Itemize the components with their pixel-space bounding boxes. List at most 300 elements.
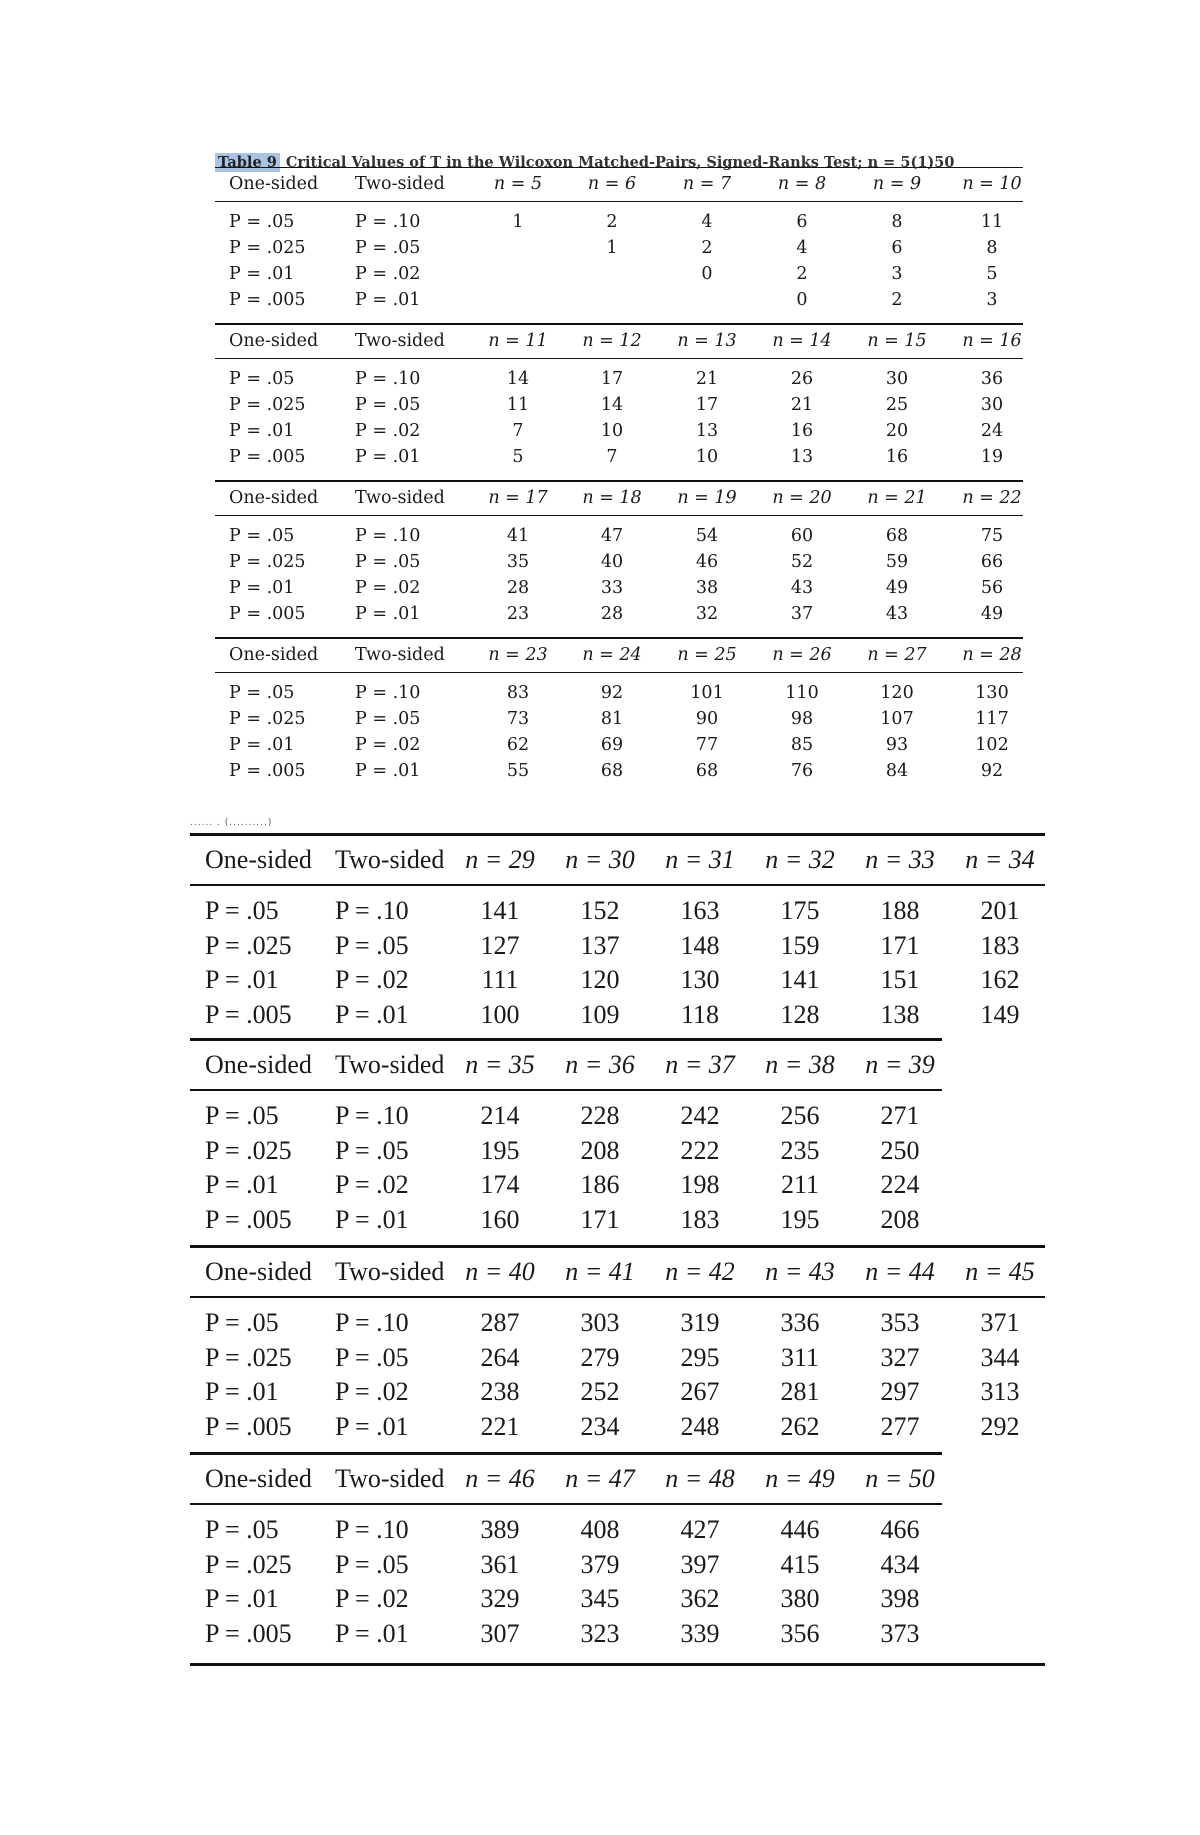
one-sided-header: One-sided bbox=[229, 331, 319, 351]
critical-value-cell: 47 bbox=[600, 526, 624, 546]
n-header: n = 50 bbox=[865, 1464, 935, 1493]
critical-value-cell: 344 bbox=[980, 1342, 1020, 1372]
n-header: n = 26 bbox=[772, 645, 832, 665]
critical-value-cell: 118 bbox=[680, 999, 720, 1029]
critical-value-cell: 5 bbox=[512, 447, 524, 467]
table-block-4 bbox=[215, 637, 1023, 785]
table-row bbox=[190, 964, 1045, 999]
block-header-row bbox=[190, 1038, 942, 1091]
critical-value-cell: 138 bbox=[880, 999, 920, 1029]
critical-value-cell: 3 bbox=[891, 264, 903, 284]
n-header: n = 44 bbox=[865, 1257, 935, 1286]
critical-value-cell: 221 bbox=[480, 1411, 520, 1441]
critical-value-cell: 159 bbox=[780, 930, 820, 960]
critical-value-cell: 120 bbox=[880, 683, 914, 703]
n-header: n = 8 bbox=[777, 174, 827, 194]
critical-value-cell: 415 bbox=[780, 1549, 820, 1579]
critical-value-cell: 26 bbox=[790, 369, 814, 389]
table-row bbox=[190, 1411, 1045, 1446]
table-row bbox=[215, 602, 1023, 628]
critical-value-cell: 14 bbox=[506, 369, 530, 389]
critical-value-cell: 211 bbox=[780, 1170, 820, 1199]
two-sided-header: Two-sided bbox=[335, 1464, 445, 1493]
critical-value-cell: 163 bbox=[680, 896, 720, 925]
table-row bbox=[190, 1376, 1045, 1411]
n-header: n = 7 bbox=[682, 174, 732, 194]
two-sided-p-label: P = .10 bbox=[355, 212, 421, 232]
two-sided-p-label: P = .01 bbox=[335, 999, 409, 1029]
two-sided-p-label: P = .01 bbox=[335, 1411, 409, 1441]
one-sided-p-label: P = .005 bbox=[205, 1618, 292, 1648]
one-sided-p-label: P = .025 bbox=[229, 238, 306, 258]
block-header-row bbox=[215, 480, 1023, 516]
critical-value-cell: 151 bbox=[880, 965, 920, 994]
two-sided-p-label: P = .02 bbox=[355, 578, 421, 598]
critical-value-cell: 183 bbox=[980, 930, 1020, 960]
one-sided-p-label: P = .05 bbox=[205, 1515, 279, 1544]
n-header: n = 32 bbox=[765, 845, 835, 874]
two-sided-p-label: P = .02 bbox=[335, 1377, 409, 1406]
one-sided-p-label: P = .01 bbox=[229, 578, 295, 598]
critical-value-cell: 83 bbox=[506, 683, 530, 703]
critical-value-cell: 256 bbox=[780, 1101, 820, 1130]
two-sided-p-label: P = .02 bbox=[355, 735, 421, 755]
critical-value-cell: 267 bbox=[680, 1377, 720, 1406]
critical-value-cell: 117 bbox=[975, 709, 1009, 729]
critical-value-cell: 311 bbox=[780, 1342, 820, 1372]
one-sided-p-label: P = .025 bbox=[229, 395, 306, 415]
n-header: n = 12 bbox=[582, 331, 642, 351]
critical-value-cell: 397 bbox=[680, 1549, 720, 1579]
critical-value-cell: 43 bbox=[790, 578, 814, 598]
n-header: n = 27 bbox=[867, 645, 927, 665]
n-header: n = 45 bbox=[965, 1257, 1035, 1286]
table-row bbox=[215, 419, 1023, 445]
critical-value-cell: 0 bbox=[796, 290, 808, 310]
critical-value-cell: 2 bbox=[701, 238, 713, 258]
block-header-row bbox=[215, 167, 1023, 202]
critical-value-cell: 59 bbox=[885, 552, 909, 572]
block-body bbox=[190, 1298, 1045, 1445]
critical-value-cell: 68 bbox=[885, 526, 909, 546]
one-sided-p-label: P = .005 bbox=[205, 999, 292, 1029]
critical-value-cell: 371 bbox=[980, 1308, 1020, 1337]
n-header: n = 10 bbox=[962, 174, 1022, 194]
critical-value-cell: 262 bbox=[780, 1411, 820, 1441]
critical-value-cell: 30 bbox=[885, 369, 909, 389]
one-sided-header: One-sided bbox=[205, 1464, 312, 1493]
critical-value-cell: 77 bbox=[695, 735, 719, 755]
critical-value-cell: 2 bbox=[606, 212, 618, 232]
critical-value-cell: 98 bbox=[790, 709, 814, 729]
critical-value-cell: 127 bbox=[480, 930, 520, 960]
table-row bbox=[215, 210, 1023, 236]
block-body bbox=[215, 359, 1023, 471]
block-header-row bbox=[190, 1245, 1045, 1298]
block-body bbox=[215, 202, 1023, 314]
critical-value-cell: 361 bbox=[480, 1549, 520, 1579]
block-header-row bbox=[215, 637, 1023, 673]
n-header: n = 24 bbox=[582, 645, 642, 665]
critical-value-cell: 84 bbox=[885, 761, 909, 781]
table-row bbox=[215, 681, 1023, 707]
table-row bbox=[190, 999, 1045, 1034]
critical-value-cell: 149 bbox=[980, 999, 1020, 1029]
critical-value-cell: 137 bbox=[580, 930, 620, 960]
n-header: n = 11 bbox=[488, 331, 548, 351]
critical-value-cell: 339 bbox=[680, 1618, 720, 1648]
one-sided-p-label: P = .01 bbox=[205, 965, 279, 994]
two-sided-p-label: P = .10 bbox=[335, 1101, 409, 1130]
one-sided-header: One-sided bbox=[205, 1257, 312, 1286]
critical-value-cell: 75 bbox=[980, 526, 1004, 546]
n-header: n = 47 bbox=[565, 1464, 635, 1493]
critical-value-cell: 21 bbox=[790, 395, 814, 415]
critical-value-cell: 68 bbox=[695, 761, 719, 781]
n-header: n = 17 bbox=[488, 488, 548, 508]
two-sided-header: Two-sided bbox=[355, 488, 445, 508]
table-row bbox=[215, 262, 1023, 288]
table-row bbox=[215, 445, 1023, 471]
critical-value-cell: 3 bbox=[986, 290, 998, 310]
table-bottom-rule bbox=[190, 1663, 1045, 1666]
two-sided-p-label: P = .01 bbox=[355, 447, 421, 467]
one-sided-p-label: P = .005 bbox=[205, 1204, 292, 1234]
n-header: n = 23 bbox=[488, 645, 548, 665]
table-block-5 bbox=[190, 833, 1045, 1033]
n-header: n = 5 bbox=[493, 174, 543, 194]
critical-value-cell: 7 bbox=[606, 447, 618, 467]
critical-value-cell: 20 bbox=[885, 421, 909, 441]
two-sided-header: Two-sided bbox=[335, 1257, 445, 1286]
critical-value-cell: 303 bbox=[580, 1308, 620, 1337]
table-block-3 bbox=[215, 480, 1023, 628]
n-header: n = 36 bbox=[565, 1050, 635, 1079]
critical-value-cell: 141 bbox=[480, 896, 520, 925]
critical-value-cell: 427 bbox=[680, 1515, 720, 1544]
n-header: n = 6 bbox=[587, 174, 637, 194]
n-header: n = 34 bbox=[965, 845, 1035, 874]
table-row bbox=[190, 1100, 942, 1135]
critical-value-cell: 109 bbox=[580, 999, 620, 1029]
block-header-row bbox=[190, 1452, 942, 1505]
critical-value-cell: 160 bbox=[480, 1204, 520, 1234]
table-row bbox=[190, 1342, 1045, 1377]
critical-value-cell: 0 bbox=[701, 264, 713, 284]
n-header: n = 20 bbox=[772, 488, 832, 508]
critical-value-cell: 120 bbox=[580, 965, 620, 994]
critical-value-cell: 271 bbox=[880, 1101, 920, 1130]
n-header: n = 15 bbox=[867, 331, 927, 351]
n-header: n = 13 bbox=[677, 331, 737, 351]
two-sided-header: Two-sided bbox=[335, 1050, 445, 1079]
table-block-7 bbox=[190, 1245, 1045, 1445]
critical-value-cell: 201 bbox=[980, 896, 1020, 925]
critical-value-cell: 13 bbox=[790, 447, 814, 467]
n-header: n = 43 bbox=[765, 1257, 835, 1286]
critical-value-cell: 307 bbox=[480, 1618, 520, 1648]
critical-value-cell: 10 bbox=[695, 447, 719, 467]
block-header-row bbox=[190, 833, 1045, 886]
critical-value-cell: 30 bbox=[980, 395, 1004, 415]
critical-value-cell: 313 bbox=[980, 1377, 1020, 1406]
block-body bbox=[215, 673, 1023, 785]
critical-value-cell: 234 bbox=[580, 1411, 620, 1441]
two-sided-p-label: P = .01 bbox=[355, 761, 421, 781]
critical-value-cell: 14 bbox=[600, 395, 624, 415]
n-header: n = 40 bbox=[465, 1257, 535, 1286]
critical-value-cell: 183 bbox=[680, 1204, 720, 1234]
n-header: n = 42 bbox=[665, 1257, 735, 1286]
two-sided-p-label: P = .01 bbox=[355, 604, 421, 624]
critical-value-cell: 92 bbox=[600, 683, 624, 703]
critical-value-cell: 55 bbox=[506, 761, 530, 781]
critical-value-cell: 43 bbox=[885, 604, 909, 624]
critical-value-cell: 353 bbox=[880, 1308, 920, 1337]
n-header: n = 41 bbox=[565, 1257, 635, 1286]
table-row bbox=[215, 524, 1023, 550]
critical-value-cell: 19 bbox=[980, 447, 1004, 467]
table-row bbox=[215, 550, 1023, 576]
one-sided-p-label: P = .01 bbox=[229, 264, 295, 284]
critical-value-cell: 380 bbox=[780, 1584, 820, 1613]
n-header: n = 25 bbox=[677, 645, 737, 665]
critical-value-cell: 4 bbox=[701, 212, 713, 232]
critical-value-cell: 46 bbox=[695, 552, 719, 572]
critical-value-cell: 102 bbox=[975, 735, 1009, 755]
n-header: n = 39 bbox=[865, 1050, 935, 1079]
critical-value-cell: 41 bbox=[506, 526, 530, 546]
table-row bbox=[215, 393, 1023, 419]
table-row bbox=[215, 288, 1023, 314]
two-sided-p-label: P = .05 bbox=[355, 709, 421, 729]
table-row bbox=[190, 1169, 942, 1204]
critical-value-cell: 93 bbox=[885, 735, 909, 755]
critical-value-cell: 434 bbox=[880, 1549, 920, 1579]
critical-value-cell: 128 bbox=[780, 999, 820, 1029]
critical-value-cell: 248 bbox=[680, 1411, 720, 1441]
two-sided-p-label: P = .02 bbox=[355, 421, 421, 441]
critical-value-cell: 5 bbox=[986, 264, 998, 284]
n-header: n = 30 bbox=[565, 845, 635, 874]
two-sided-p-label: P = .10 bbox=[355, 683, 421, 703]
critical-value-cell: 214 bbox=[480, 1101, 520, 1130]
n-header: n = 19 bbox=[677, 488, 737, 508]
critical-value-cell: 73 bbox=[506, 709, 530, 729]
critical-value-cell: 279 bbox=[580, 1342, 620, 1372]
one-sided-p-label: P = .025 bbox=[205, 1549, 292, 1579]
two-sided-p-label: P = .05 bbox=[355, 552, 421, 572]
two-sided-p-label: P = .01 bbox=[355, 290, 421, 310]
critical-value-cell: 21 bbox=[695, 369, 719, 389]
critical-value-cell: 466 bbox=[880, 1515, 920, 1544]
block-body bbox=[190, 886, 1045, 1033]
critical-value-cell: 238 bbox=[480, 1377, 520, 1406]
critical-value-cell: 408 bbox=[580, 1515, 620, 1544]
two-sided-p-label: P = .05 bbox=[335, 1135, 409, 1165]
one-sided-p-label: P = .05 bbox=[205, 1101, 279, 1130]
critical-value-cell: 56 bbox=[980, 578, 1004, 598]
critical-value-cell: 171 bbox=[580, 1204, 620, 1234]
critical-value-cell: 101 bbox=[690, 683, 724, 703]
critical-value-cell: 23 bbox=[506, 604, 530, 624]
table-row bbox=[190, 895, 1045, 930]
critical-value-cell: 297 bbox=[880, 1377, 920, 1406]
critical-value-cell: 389 bbox=[480, 1515, 520, 1544]
critical-value-cell: 208 bbox=[880, 1204, 920, 1234]
critical-value-cell: 235 bbox=[780, 1135, 820, 1165]
critical-value-cell: 81 bbox=[600, 709, 624, 729]
two-sided-p-label: P = .05 bbox=[335, 1549, 409, 1579]
two-sided-header: Two-sided bbox=[355, 174, 445, 194]
two-sided-p-label: P = .01 bbox=[335, 1618, 409, 1648]
one-sided-header: One-sided bbox=[205, 1050, 312, 1079]
one-sided-p-label: P = .005 bbox=[205, 1411, 292, 1441]
n-header: n = 35 bbox=[465, 1050, 535, 1079]
critical-value-cell: 60 bbox=[790, 526, 814, 546]
critical-value-cell: 175 bbox=[780, 896, 820, 925]
critical-value-cell: 198 bbox=[680, 1170, 720, 1199]
critical-value-cell: 76 bbox=[790, 761, 814, 781]
n-header: n = 22 bbox=[962, 488, 1022, 508]
one-sided-p-label: P = .05 bbox=[205, 896, 279, 925]
critical-value-cell: 28 bbox=[600, 604, 624, 624]
critical-value-cell: 4 bbox=[796, 238, 808, 258]
critical-value-cell: 224 bbox=[880, 1170, 920, 1199]
critical-value-cell: 13 bbox=[695, 421, 719, 441]
one-sided-p-label: P = .05 bbox=[229, 683, 295, 703]
table-row bbox=[215, 367, 1023, 393]
two-sided-p-label: P = .01 bbox=[335, 1204, 409, 1234]
critical-value-cell: 130 bbox=[975, 683, 1009, 703]
critical-value-cell: 100 bbox=[480, 999, 520, 1029]
critical-value-cell: 162 bbox=[980, 965, 1020, 994]
table-title: Critical Values of T in the Wilcoxon Matched-Pairs, Signed-Ranks Test; n = 5(1)50 bbox=[285, 154, 955, 171]
table-row bbox=[215, 733, 1023, 759]
critical-value-cell: 7 bbox=[512, 421, 524, 441]
critical-value-cell: 398 bbox=[880, 1584, 920, 1613]
critical-value-cell: 287 bbox=[480, 1308, 520, 1337]
critical-value-cell: 24 bbox=[980, 421, 1004, 441]
critical-value-cell: 222 bbox=[680, 1135, 720, 1165]
table-row bbox=[190, 1204, 942, 1239]
critical-value-cell: 323 bbox=[580, 1618, 620, 1648]
table-row bbox=[190, 1307, 1045, 1342]
critical-value-cell: 68 bbox=[600, 761, 624, 781]
critical-value-cell: 38 bbox=[695, 578, 719, 598]
one-sided-p-label: P = .025 bbox=[229, 552, 306, 572]
critical-value-cell: 2 bbox=[796, 264, 808, 284]
critical-value-cell: 188 bbox=[880, 896, 920, 925]
critical-value-cell: 10 bbox=[600, 421, 624, 441]
critical-value-cell: 35 bbox=[506, 552, 530, 572]
one-sided-p-label: P = .01 bbox=[229, 735, 295, 755]
critical-value-cell: 90 bbox=[695, 709, 719, 729]
n-header: n = 21 bbox=[867, 488, 927, 508]
critical-value-cell: 277 bbox=[880, 1411, 920, 1441]
critical-value-cell: 327 bbox=[880, 1342, 920, 1372]
critical-value-cell: 356 bbox=[780, 1618, 820, 1648]
critical-value-cell: 1 bbox=[512, 212, 524, 232]
n-header: n = 14 bbox=[772, 331, 832, 351]
table-row bbox=[190, 1514, 942, 1549]
two-sided-p-label: P = .10 bbox=[355, 526, 421, 546]
table-block-1 bbox=[215, 167, 1023, 314]
critical-value-cell: 28 bbox=[506, 578, 530, 598]
one-sided-p-label: P = .01 bbox=[205, 1584, 279, 1613]
critical-value-cell: 195 bbox=[480, 1135, 520, 1165]
critical-value-cell: 8 bbox=[986, 238, 998, 258]
critical-value-cell: 2 bbox=[891, 290, 903, 310]
one-sided-header: One-sided bbox=[205, 845, 312, 874]
two-sided-p-label: P = .05 bbox=[355, 395, 421, 415]
critical-value-cell: 186 bbox=[580, 1170, 620, 1199]
critical-value-cell: 148 bbox=[680, 930, 720, 960]
two-sided-p-label: P = .10 bbox=[335, 1515, 409, 1544]
critical-value-cell: 6 bbox=[891, 238, 903, 258]
one-sided-p-label: P = .005 bbox=[229, 447, 306, 467]
n-header: n = 29 bbox=[465, 845, 535, 874]
table-row bbox=[190, 1549, 942, 1584]
two-sided-p-label: P = .05 bbox=[355, 238, 421, 258]
critical-value-cell: 362 bbox=[680, 1584, 720, 1613]
table-row bbox=[190, 1618, 942, 1653]
one-sided-p-label: P = .01 bbox=[205, 1377, 279, 1406]
one-sided-p-label: P = .01 bbox=[229, 421, 295, 441]
two-sided-p-label: P = .02 bbox=[335, 1170, 409, 1199]
n-header: n = 16 bbox=[962, 331, 1022, 351]
one-sided-p-label: P = .01 bbox=[205, 1170, 279, 1199]
critical-value-cell: 329 bbox=[480, 1584, 520, 1613]
table-block-6 bbox=[190, 1038, 942, 1238]
n-header: n = 46 bbox=[465, 1464, 535, 1493]
critical-value-cell: 281 bbox=[780, 1377, 820, 1406]
block-body bbox=[215, 516, 1023, 628]
n-header: n = 33 bbox=[865, 845, 935, 874]
critical-value-cell: 17 bbox=[695, 395, 719, 415]
critical-value-cell: 6 bbox=[796, 212, 808, 232]
critical-value-cell: 208 bbox=[580, 1135, 620, 1165]
critical-value-cell: 32 bbox=[695, 604, 719, 624]
two-sided-p-label: P = .10 bbox=[335, 1308, 409, 1337]
critical-value-cell: 11 bbox=[980, 212, 1004, 232]
one-sided-p-label: P = .05 bbox=[229, 526, 295, 546]
one-sided-p-label: P = .05 bbox=[229, 212, 295, 232]
block-body bbox=[190, 1091, 942, 1238]
critical-value-cell: 62 bbox=[506, 735, 530, 755]
critical-value-cell: 33 bbox=[600, 578, 624, 598]
table-row bbox=[215, 576, 1023, 602]
table-row bbox=[215, 236, 1023, 262]
n-header: n = 38 bbox=[765, 1050, 835, 1079]
critical-value-cell: 195 bbox=[780, 1204, 820, 1234]
critical-value-cell: 17 bbox=[600, 369, 624, 389]
two-sided-p-label: P = .02 bbox=[335, 965, 409, 994]
table-row bbox=[190, 930, 1045, 965]
critical-value-cell: 111 bbox=[481, 965, 519, 994]
critical-value-cell: 250 bbox=[880, 1135, 920, 1165]
one-sided-header: One-sided bbox=[229, 645, 319, 665]
table-row bbox=[215, 707, 1023, 733]
critical-value-cell: 92 bbox=[980, 761, 1004, 781]
critical-value-cell: 141 bbox=[780, 965, 820, 994]
one-sided-header: One-sided bbox=[229, 174, 319, 194]
one-sided-p-label: P = .005 bbox=[229, 290, 306, 310]
one-sided-p-label: P = .025 bbox=[205, 1135, 292, 1165]
n-header: n = 9 bbox=[872, 174, 922, 194]
table-row bbox=[190, 1135, 942, 1170]
critical-value-cell: 16 bbox=[885, 447, 909, 467]
